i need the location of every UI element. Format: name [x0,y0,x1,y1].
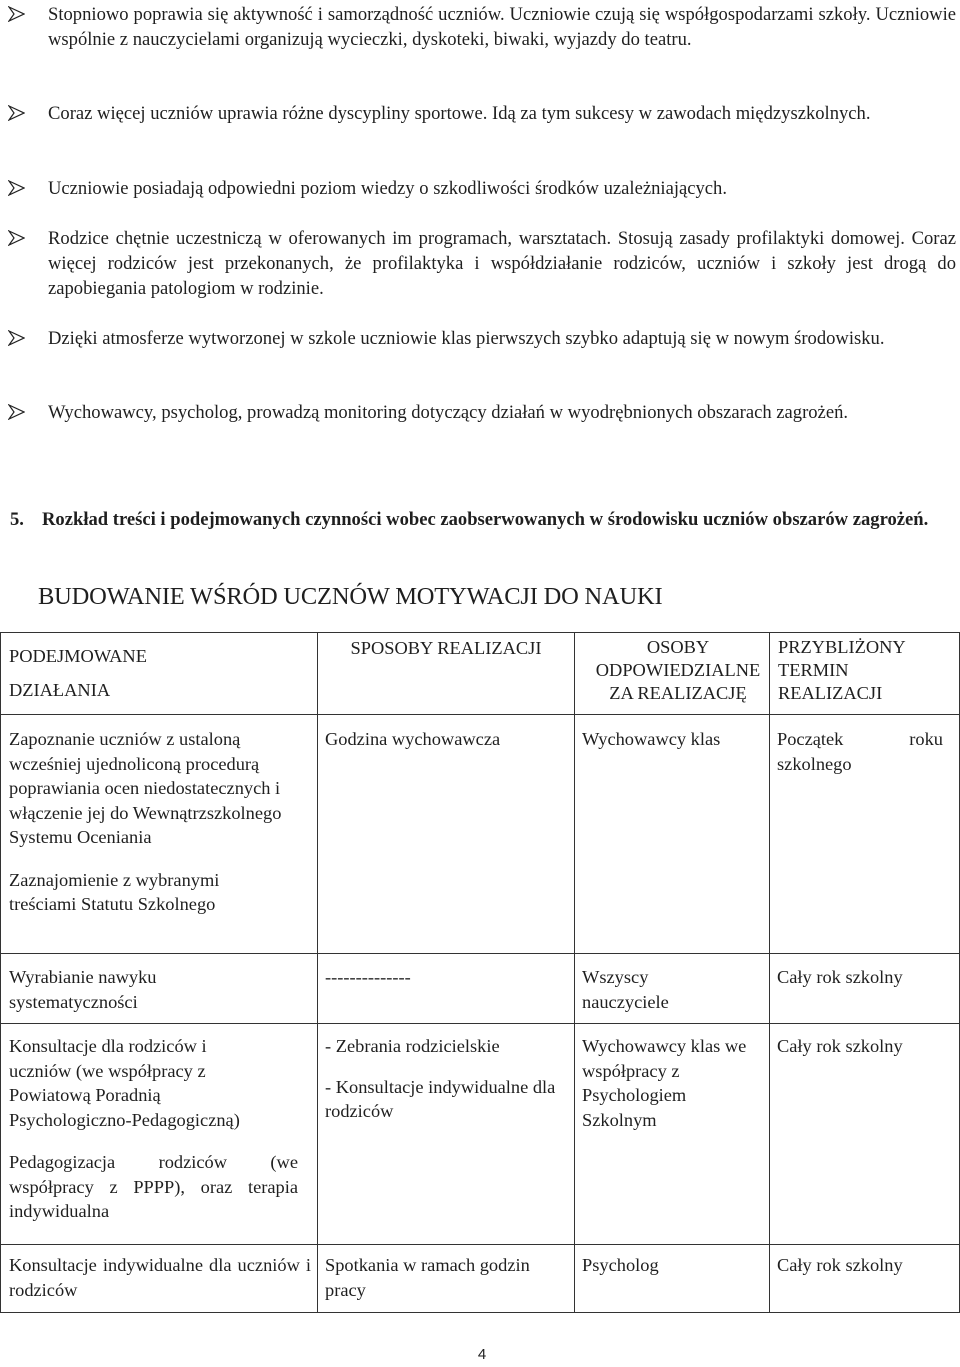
list-item [48,176,956,201]
row2-persons: Wszyscy nauczyciele [582,967,669,1012]
arrow-bullet-icon [8,6,25,22]
row3-method-1: - Zebrania rodzicielskie [325,1036,500,1056]
list-item-text: Coraz więcej uczniów uprawia różne dyscypliny sportowe. Idą za tym sukcesy w zawodach międzyszkolnych. [48,103,871,124]
header-persons: OSOBY ODPOWIEDZIALNE ZA REALIZACJĘ [595,637,761,703]
column-divider [574,632,575,1313]
list-item-text: Dzięki atmosferze wytworzonej w szkole uczniowie klas pierwszych szybko adaptują się w nowym środowisku. [48,328,885,349]
row1-methods: Godzina wychowawcza [325,729,501,749]
row3-persons: Wychowawcy klas we współpracy z Psychologiem Szkolnym [582,1036,747,1130]
list-item [48,101,956,126]
row1-term [777,727,943,776]
row3-methods [325,1034,570,1124]
section-number: 5. [10,509,24,530]
table-border [0,632,1,1313]
row2-term: Cały rok szkolny [777,967,903,987]
row3-term: Cały rok szkolny [777,1036,903,1056]
row3-action-2: Pedagogizacja rodziców (we współpracy z PPPP), oraz terapia indywidualna [9,1152,298,1221]
row4-methods: Spotkania w ramach godzin pracy [325,1255,530,1300]
row-divider [0,1023,960,1024]
header-actions-line2: DZIAŁANIA [9,680,111,700]
row3-method-2: - Konsultacje indywidualne dla rodziców [325,1076,556,1121]
header-term: PRZYBLIŻONY TERMIN REALIZACJI [778,637,906,703]
row3-actions [9,1034,309,1224]
list-item [48,400,956,425]
row4-term: Cały rok szkolny [777,1255,903,1275]
table-border [0,632,960,633]
page-number: 4 [477,1346,487,1363]
row-divider [0,953,960,954]
row3-action-1: Konsultacje dla rodziców i uczniów (we współpracy z Powiatową Poradnią Psychologiczno-Pedagogiczną) [9,1036,240,1130]
arrow-bullet-icon [8,330,25,346]
row2-methods: -------------- [325,967,411,987]
row1-term-line2: szkolnego [777,753,852,774]
list-item-text: Uczniowie posiadają odpowiedni poziom wiedzy o szkodliwości środków uzależniających. [48,178,727,199]
row4-actions: Konsultacje indywidualne dla uczniów i rodziców [9,1255,311,1300]
arrow-bullet-icon [8,404,25,420]
row1-actions [9,727,309,917]
row1-persons: Wychowawcy klas [582,729,721,749]
row2-actions: Wyrabianie nawyku systematyczności [9,967,157,1012]
row1-action-1: Zapoznanie uczniów z ustaloną wcześniej ujednoliconą procedurą poprawiania ocen niedostatecznych i włączenie jej do Wewnątrzszkolnego Systemu Oceniania [9,729,282,847]
section-heading [10,507,956,532]
header-actions-line1: PODEJMOWANE [9,646,147,666]
row-divider [0,714,960,715]
arrow-bullet-icon [8,105,25,121]
row1-term-line1 [777,727,943,752]
row1-action-2: Zaznajomienie z wybranymi treściami Statutu Szkolnego [9,869,220,914]
section-heading-text: Rozkład treści i podejmowanych czynności wobec zaobserwowanych w środowisku uczniów obszarów zagrożeń. [42,509,929,530]
row4-persons: Psycholog [582,1255,659,1275]
arrow-bullet-icon [8,230,25,246]
list-item-text: Stopniowo poprawia się aktywność i samorządność uczniów. Uczniowie czują się współgospodarzami szkoły. Uczniowie wspólnie z nauczycielami organizują wycieczki, dyskoteki, biwaki, wyjazdy do teatru. [48,4,956,50]
section-title: BUDOWANIE WŚRÓD UCZNÓW MOTYWACJI DO NAUKI [38,583,663,610]
plan-table [0,632,960,1313]
list-item [48,326,956,351]
header-actions [9,636,309,710]
column-divider [317,632,318,1313]
list-item-text: Rodzice chętnie uczestniczą w oferowanych im programach, warsztatach. Stosują zasady profilaktyki domowej. Coraz więcej rodziców jest przekonanych, że profilaktyka i współdziałanie rodziców, uczniów i szkoły jest drogą do zapobiegania patologiom w rodzinie. [48,228,956,299]
list-item-text: Wychowawcy, psycholog, prowadzą monitoring dotyczący działań w wyodrębnionych obszarach zagrożeń. [48,402,849,423]
row1-term-word1: Początek [777,729,844,749]
header-methods: SPOSOBY REALIZACJI [350,638,542,658]
row-divider [0,1244,960,1245]
list-item [48,2,956,52]
list-item [48,226,956,301]
column-divider [769,632,770,1313]
row1-term-word2: roku [909,729,943,749]
table-border [0,1312,960,1313]
arrow-bullet-icon [8,180,25,196]
